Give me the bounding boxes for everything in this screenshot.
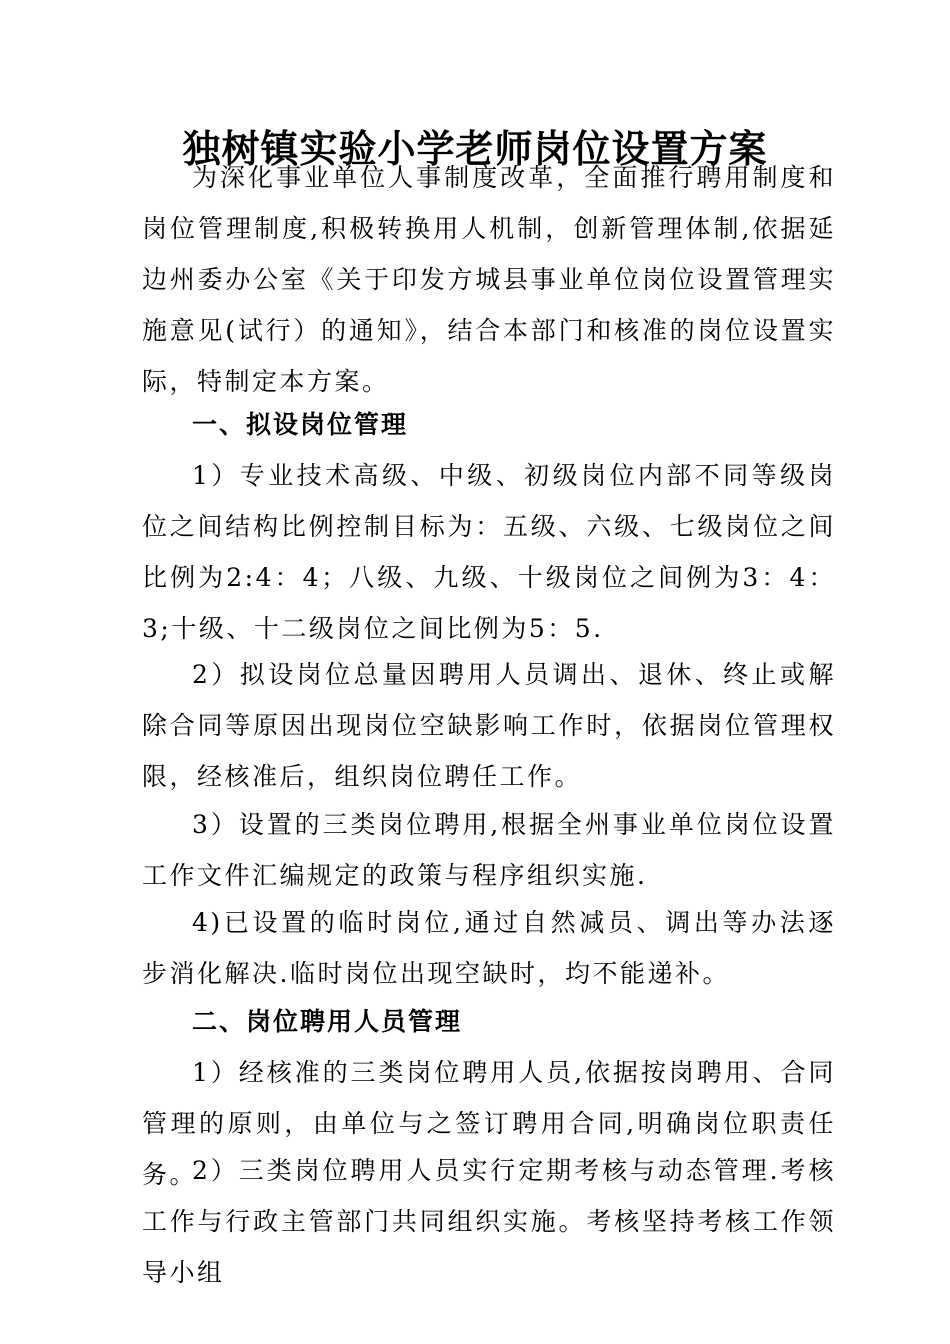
intro-paragraph: 为深化事业单位人事制度改革，全面推行聘用制度和岗位管理制度,积极转换用人机制，创新管理体制,依据延边州委办公室《关于印发方城县事业单位岗位设置管理实施意见(试行）的通知》，结合本部门和核准的岗位设置实际，特制定本方案。 bbox=[142, 163, 836, 396]
section-1-item-2: 2）拟设岗位总量因聘用人员调出、退休、终止或解除合同等原因出现岗位空缺影响工作时，依据岗位管理权限，经核准后，组织岗位聘任工作。 bbox=[142, 660, 836, 791]
section-2-item-1: 1）经核准的三类岗位聘用人员,依据按岗聘用、合同管理的原则，由单位与之签订聘用合同,明确岗位职责任务。 bbox=[142, 1058, 836, 1189]
section-1-item-4: 4)已设置的临时岗位,通过自然减员、调出等办法逐步消化解决.临时岗位出现空缺时，均不能递补。 bbox=[142, 908, 836, 988]
section-2-item-2: 2）三类岗位聘用人员实行定期考核与动态管理.考核工作与行政主管部门共同组织实施。考核坚持考核工作领导小组 bbox=[142, 1156, 836, 1287]
section-heading-2: 二、岗位聘用人员管理 bbox=[192, 1007, 463, 1036]
section-1-item-1: 1）专业技术高级、中级、初级岗位内部不同等级岗位之间结构比例控制目标为：五级、六级、七级岗位之间比例为2:4：4；八级、九级、十级岗位之间例为3：4：3;十级、十二级岗位之间比例为5：5. bbox=[142, 461, 836, 643]
section-heading-1: 一、拟设岗位管理 bbox=[192, 410, 409, 439]
section-1-item-3: 3）设置的三类岗位聘用,根据全州事业单位岗位设置工作文件汇编规定的政策与程序组织实施. bbox=[142, 810, 836, 890]
document-title: 独树镇实验小学老师岗位设置方案 bbox=[182, 126, 768, 172]
